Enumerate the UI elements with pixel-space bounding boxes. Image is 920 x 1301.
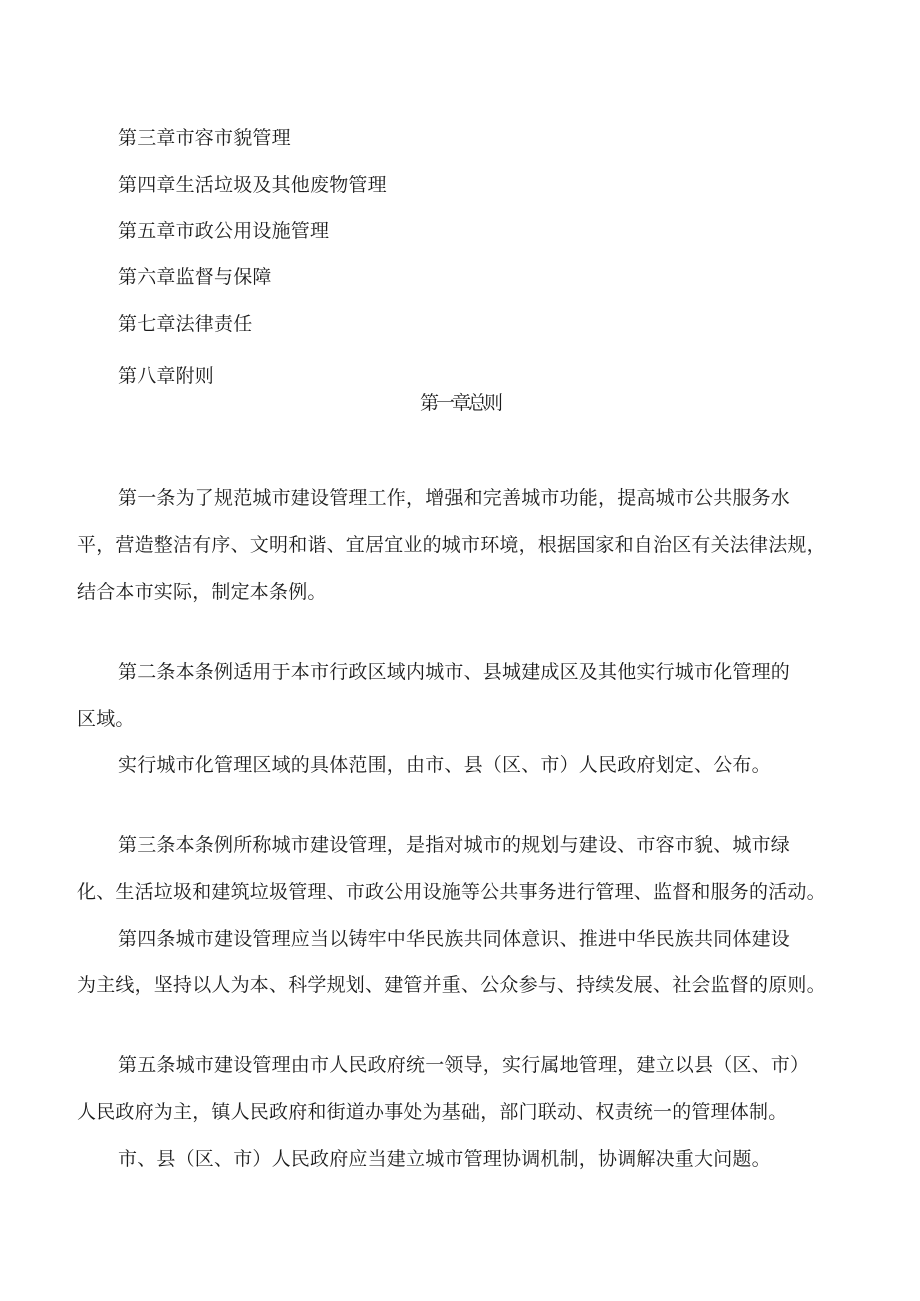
chapter-title: 第一章总则 bbox=[419, 392, 500, 414]
article-2-line-1: 第二条本条例适用于本市行政区域内城市、县城建成区及其他实行城市化管理的 bbox=[118, 661, 791, 683]
toc-item-chapter-7: 第七章法律责任 bbox=[118, 313, 253, 335]
article-4-line-2: 为主线，坚持以人为本、科学规划、建管并重、公众参与、持续发展、社会监督的原则。 bbox=[77, 974, 826, 996]
article-3-line-1: 第三条本条例所称城市建设管理，是指对城市的规划与建设、市容市貌、城市绿 bbox=[118, 834, 791, 856]
toc-item-chapter-5: 第五章市政公用设施管理 bbox=[118, 220, 330, 242]
article-2-line-2: 区域。 bbox=[77, 708, 135, 730]
toc-item-chapter-3: 第三章市容市貌管理 bbox=[118, 127, 291, 149]
article-5-line-2: 人民政府为主，镇人民政府和街道办事处为基础，部门联动、权责统一的管理体制。 bbox=[77, 1101, 788, 1123]
article-5-paragraph-2: 市、县（区、市）人民政府应当建立城市管理协调机制，协调解决重大问题。 bbox=[118, 1148, 771, 1170]
toc-item-chapter-8: 第八章附则 bbox=[118, 365, 215, 387]
article-1-line-2: 平，营造整洁有序、文明和谐、宜居宜业的城市环境，根据国家和自治区有关法律法规， bbox=[77, 534, 826, 556]
article-2-paragraph-2: 实行城市化管理区域的具体范围，由市、县（区、市）人民政府划定、公布。 bbox=[118, 754, 771, 776]
article-5-line-1: 第五条城市建设管理由市人民政府统一领导，实行属地管理，建立以县（区、市） bbox=[118, 1054, 810, 1076]
toc-item-chapter-4: 第四章生活垃圾及其他废物管理 bbox=[118, 174, 387, 196]
article-4-line-1: 第四条城市建设管理应当以铸牢中华民族共同体意识、推进中华民族共同体建设 bbox=[118, 928, 791, 950]
article-3-line-2: 化、生活垃圾和建筑垃圾管理、市政公用设施等公共事务进行管理、监督和服务的活动。 bbox=[77, 881, 826, 903]
toc-item-chapter-6: 第六章监督与保障 bbox=[118, 266, 272, 288]
article-1-line-1: 第一条为了规范城市建设管理工作，增强和完善城市功能，提高城市公共服务水 bbox=[118, 487, 791, 509]
article-1-line-3: 结合本市实际，制定本条例。 bbox=[77, 581, 327, 603]
